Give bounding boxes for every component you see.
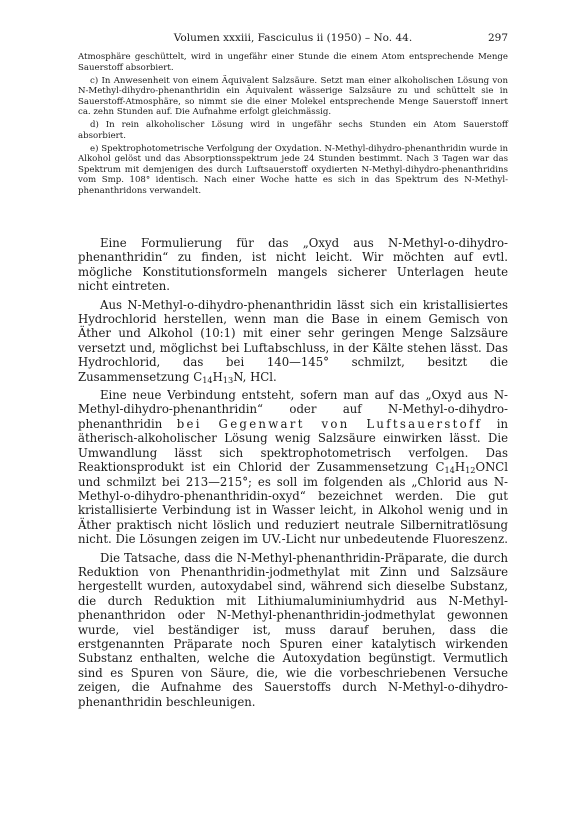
p3-text-4: ONCl und schmilzt bei 213—215°; es soll im folgenden als „Chlorid aus N-Methyl-o-dihydro-phenanthridin-oxyd“ bezeichnet werden. Die gut kristallisierte Verbindung ist in Wasser leicht, in Alkohol wenig und in Äther praktisch nicht löslich und reduziert neutrale Silbernitratlösung nicht. Die Lösungen zeigen im UV.-Licht nur unbedeutende Fluoreszenz.	[78, 460, 508, 547]
note-c: c) In Anwesenheit von einem Äquivalent Salzsäure. Setzt man einer alkoholischen Lösung von N-Methyl-dihydro-phenanthridin ein Äquivalent wässerige Salzsäure zu und schüttelt sie in Sauerstoff-Atmosphäre, so nimmt sie die einer Molekel entsprechende Menge Sauerstoff innert ca. zehn Stunden auf. Die Aufnahme erfolgt gleichmässig.	[78, 75, 508, 117]
p3-text-3: H	[454, 460, 466, 475]
p2-subscript-c: 14	[202, 374, 213, 385]
p2-text-mid: H	[212, 369, 223, 384]
p3-subscript-c: 14	[444, 465, 455, 476]
experimental-notes	[78, 52, 508, 196]
p2-subscript-h: 13	[222, 374, 234, 385]
p3-text-2: in ätherisch-alkoholischer Lösung wenig Salzsäure einwirken lässt. Die Umwandlung lässt sich spektrophotometrisch verfolgen. Das Reaktionsprodukt ist ein Chlorid der Zusammensetzung C	[78, 416, 508, 475]
p2-text-before: Aus N-Methyl-o-dihydro-phenanthridin lässt sich ein kristallisiertes Hydrochlorid herstellen, wenn man die Base in einem Gemisch von Äther und Alkohol (10:1) mit einer sehr geringen Menge Salzsäure versetzt und, möglichst bei Luftabschluss, in der Kälte stehen lässt. Das Hydrochlorid, das bei 140—145° schmilzt, besitzt die Zusammensetzung C	[78, 297, 508, 384]
journal-header-title: Volumen xxxiii, Fasciculus ii (1950) – No. 44.	[173, 32, 413, 44]
note-continuation: Atmosphäre geschüttelt, wird in ungefähr einer Stunde die einem Atom entsprechende Menge Sauerstoff absorbiert.	[78, 52, 508, 73]
body-text	[78, 236, 508, 709]
note-d: d) In rein alkoholischer Lösung wird in ungefähr sechs Stunden ein Atom Sauerstoff absorbiert.	[78, 120, 508, 141]
p3-text-1: Eine neue Verbindung entsteht, sofern man auf das „Oxyd aus N-Methyl-dihydro-phenanthridin“ oder auf N-Methyl-o-dihydro-phenanthridin	[78, 388, 508, 431]
note-e: e) Spektrophotometrische Verfolgung der Oxydation. N-Methyl-dihydro-phenanthridin wurde in Alkohol gelöst und das Absorptionsspektrum jede 24 Stunden bestimmt. Nach 3 Tagen war das Spektrum mit demjenigen des durch Luftsauerstoff oxydierten N-Methyl-dihydro-phenanthridins vom Smp. 108° identisch. Nach einer Woche hatte es sich in das Spektrum des N-Methyl-phenanthridons verwandelt.	[78, 143, 508, 196]
paragraph-chlorid	[78, 388, 508, 546]
page-number: 297	[487, 32, 508, 44]
paragraph-formulation: Eine Formulierung für das „Oxyd aus N-Methyl-o-dihydro-phenanthridin“ zu finden, ist nicht leicht. Wir möchten auf evtl. mögliche Konstitutionsformeln mangels sicherer Unterlagen heute nicht eintreten.	[78, 236, 508, 294]
paragraph-hydrochlorid	[78, 298, 508, 384]
p2-text-after: N, HCl.	[233, 369, 277, 384]
p3-spaced-text: bei Gegenwart von Luftsauerstoff	[176, 416, 483, 431]
p3-subscript-h: 12	[465, 465, 476, 476]
paragraph-autoxydation: Die Tatsache, dass die N-Methyl-phenanthridin-Präparate, die durch Reduktion von Phenanthridin-jodmethylat mit Zinn und Salzsäure hergestellt wurden, autoxydabel sind, während sich dieselbe Substanz, die durch Reduktion mit Lithiumaluminiumhydrid aus N-Methyl-phenanthridon oder N-Methyl-phenanthridin-jodmethylat gewonnen wurde, viel beständiger ist, muss darauf beruhen, dass die erstgenannten Präparate noch Spuren einer katalytisch wirkenden Substanz enthalten, welche die Autoxydation begünstigt. Vermutlich sind es Spuren von Säure, die, wie die vorbeschriebenen Versuche zeigen, die Aufnahme des Sauerstoffs durch N-Methyl-o-dihydro-phenanthridin beschleunigen.	[78, 550, 508, 709]
